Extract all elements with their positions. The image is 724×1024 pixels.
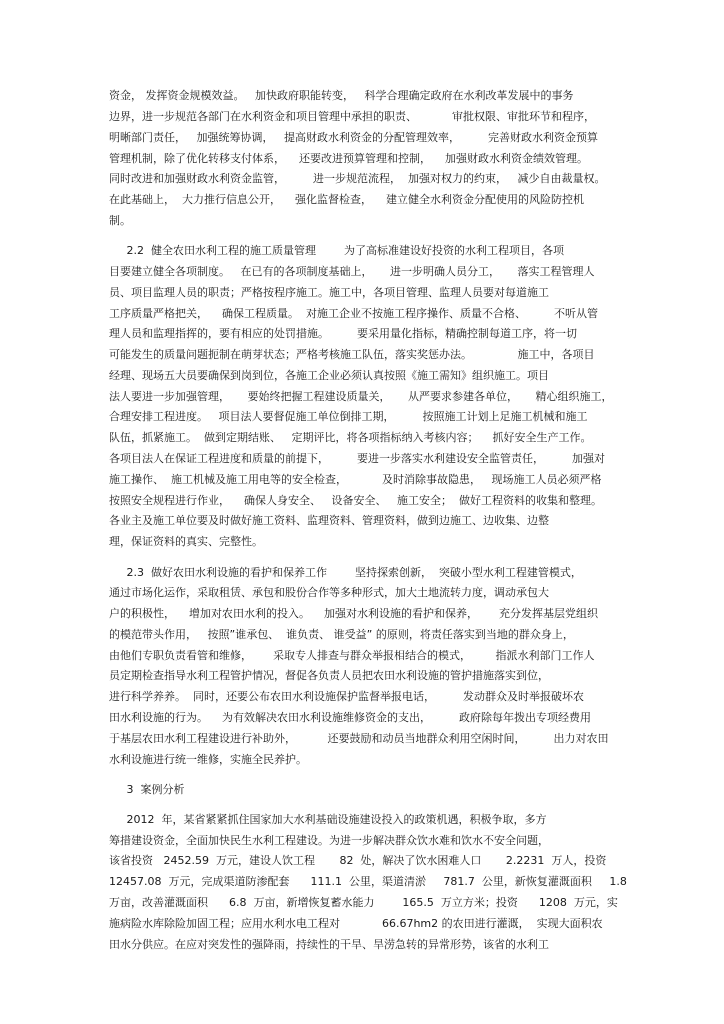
text-line: 的模范带头作用， 按照”谁承包、 谁负责、 谁受益” 的原则，将责任落实到当地的群众身上， (109, 628, 574, 641)
text-line: 户的积极性， 增加对农田水利的投入。 加强对水利设施的看护和保养， 充分发挥基层党组织 (109, 607, 598, 620)
text-line: 明晰部门责任， 加强统筹协调， 提高财政水利资金的分配管理效率， 完善财政水利资金预算 (109, 131, 598, 144)
text-line: 各项目法人在保证工程进度和质量的前提下， 要进一步落实水利建设安全监管责任， 加强对 (109, 452, 605, 465)
text-line: 2012 年，某省紧紧抓住国家加大水利基础设施建设投入的政策机遇，积极争取，多方 (109, 813, 547, 826)
text-line: 田水分供应。在应对突发性的强降雨，持续性的干旱、旱涝急转的异常形势，该省的水利工 (109, 938, 549, 951)
text-line: 按照安全规程进行作业， 确保人身安全、 设备安全、 施工安全； 做好工程资料的收集和整理。 (109, 494, 602, 507)
text-line: 可能发生的质量问题扼制在萌芽状态；严格考核施工队伍，落实奖惩办法。 施工中，各项目 (109, 348, 595, 361)
text-line: 于基层农田水利工程建设进行补助外， 还要鼓励和动员当地群众利用空闲时间， 出力对农田 (109, 732, 609, 745)
text-line: 施病险水库除险加固工程；应用水利水电工程对 66.67hm2 的农田进行灌溉， 实现大面积农 (109, 917, 603, 930)
section-heading-2-3: 2.3 做好农田水利设施的看护和保养工作 坚持探索创新， 突破小型水利工程建管模式， (109, 566, 582, 579)
section-heading-2-2: 2.2 健全农田水利工程的施工质量管理 为了高标准建设好投资的水利工程项目，各项 (109, 244, 564, 257)
text-line: 筹措建设资金，全面加快民生水利工程建设。为进一步解决群众饮水难和饮水不安全问题， (109, 834, 549, 847)
text-line: 队伍，抓紧施工。 做到定期结账、 定期评比，将各项指标纳入考核内容； 抓好安全生产工作。 (109, 431, 592, 444)
text-line: 各业主及施工单位要及时做好施工资料、监理资料、管理资料，做到边施工、边收集、边整 (109, 514, 549, 527)
text-line: 目要建立健全各项制度。 在已有的各项制度基础上， 进一步明确人员分工， 落实工程管理人 (109, 265, 595, 278)
text-line: 员定期检查指导水利工程管护情况，督促各负责人员把农田水利设施的管护措施落实到位， (109, 669, 549, 682)
text-line: 理人员和监理指挥的，要有相应的处罚措施。 要采用量化指标，精确控制每道工序，将一切 (109, 327, 577, 340)
text-line: 经理、现场五大员要确保到岗到位，各施工企业必须认真按照《施工需知》组织施工。项目 (109, 369, 549, 382)
text-line: 法人要进一步加强管理， 要始终把握工程建设质量关， 从严要求参建各单位， 精心组织施工， (109, 390, 613, 403)
text-line: 边界，进一步规范各部门在水利资金和项目管理中承担的职责、 审批权限、审批环节和程序， (109, 110, 595, 123)
text-line: 田水利设施的行为。 为有效解决农田水利设施维修资金的支出， 政府除每年拨出专项经费用 (109, 711, 591, 724)
text-line: 在此基础上， 大力推行信息公开， 强化监督检查， 建立健全水利资金分配使用的风险防控机 (109, 193, 584, 206)
text-line: 合理安排工程进度。 项目法人要督促施工单位倒排工期， 按照施工计划上足施工机械和施工 (109, 410, 588, 423)
text-line: 由他们专职负责看管和维修， 采取专人排查与群众举报相结合的模式， 指派水利部门工作人 (109, 649, 595, 662)
text-line: 理，保证资料的真实、完整性。 (109, 535, 263, 548)
text-line: 制。 (109, 214, 131, 227)
text-line: 施工操作、 施工机械及施工用电等的安全检查， 及时消除事故隐患， 现场施工人员必须严格 (109, 473, 602, 486)
text-line: 万亩，改善灌溉面积 6.8 万亩，新增恢复蓄水能力 165.5 万立方米；投资 1208 万元，实 (109, 896, 618, 909)
text-line: 12457.08 万元，完成渠道防渗配套 111.1 公里，渠道清淤 781.7 公里，新恢复灌溉面积 1.8 (109, 875, 627, 888)
text-line: 工序质量严格把关， 确保工程质量。 对施工企业不按施工程序操作、质量不合格、 不听从管 (109, 307, 598, 320)
text-line: 资金， 发挥资金规模效益。 加快政府职能转变， 科学合理确定政府在水利改革发展中的事务 (109, 89, 574, 102)
section-heading-3: 3 案例分析 (109, 783, 185, 796)
text-line: 通过市场化运作，采取租赁、承包和股份合作等多种形式，加大土地流转力度，调动承包大 (109, 586, 549, 599)
text-line: 进行科学养养。 同时，还要公布农田水利设施保护监督举报电话， 发动群众及时举报破坏农 (109, 690, 584, 703)
text-line: 水利设施进行统一维修，实施全民养护。 (109, 753, 307, 766)
text-line: 员、项目监理人员的职责；严格按程序施工。施工中，各项目管理、监理人员要对每道施工 (109, 286, 549, 299)
text-line: 该省投资 2452.59 万元，建设人饮工程 82 处，解决了饮水困难人口 2.2231 万人，投资 (109, 854, 607, 867)
text-line: 同时改进和加强财政水利资金监管， 进一步规范流程， 加强对权力的约束， 减少自由裁量权。 (109, 172, 606, 185)
text-line: 管理机制，除了优化转移支付体系， 还要改进预算管理和控制， 加强财政水利资金绩效管理。 (109, 152, 588, 165)
